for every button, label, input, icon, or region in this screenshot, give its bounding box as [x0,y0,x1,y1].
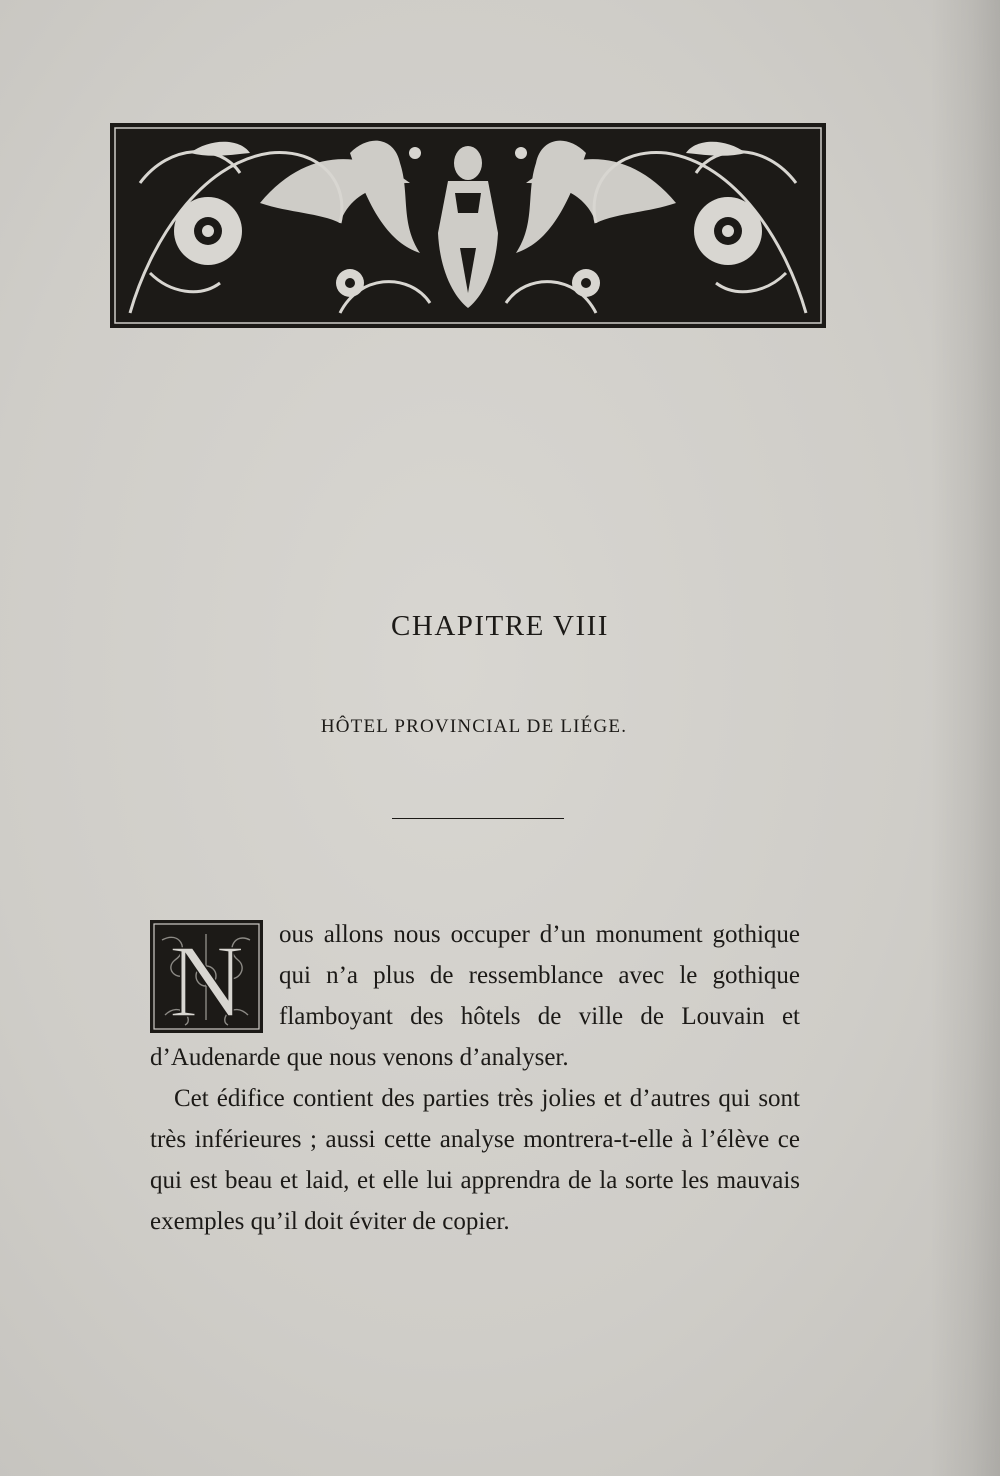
paragraph-2: Cet édifice contient des parties très jolies et d’autres qui sont très inférieures ; aussi cette analyse montrera-t-elle à l’élève ce qui est beau et laid, et elle lui apprendra de la sorte les mauvais exemples qu’il doit éviter de copier. [150,1085,800,1235]
section-title: HÔTEL PROVINCIAL DE LIÉGE. [320,716,628,737]
section-divider-rule [392,818,564,819]
ornamental-headpiece [110,123,826,328]
dropcap-letter: N [168,924,245,1033]
chapter-title: CHAPITRE VIII [391,610,609,642]
body-text [150,914,800,1242]
dropcap-letter-ornament [150,920,263,1033]
paragraph-1 [150,914,800,1078]
page-gutter-shadow [930,0,1000,1476]
paragraph-1-text: ous allons nous occuper d’un monument gothique qui n’a plus de ressemblance avec le gothique flamboyant des hôtels de ville de Louvain et d’Audenarde que nous venons d’analyser. [150,921,800,1071]
